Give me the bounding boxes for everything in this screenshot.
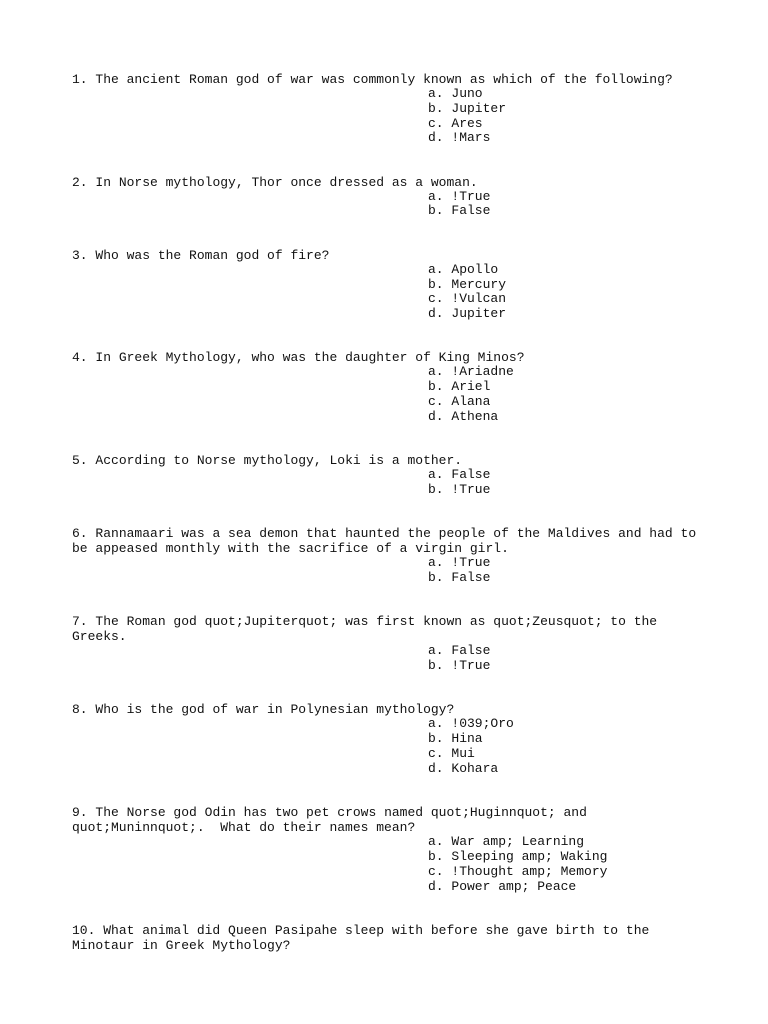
question-3	[72, 248, 712, 322]
question-text	[72, 72, 712, 87]
question-1	[72, 72, 712, 146]
answer-option: b. Jupiter	[428, 100, 507, 116]
question-prompt: Who is the god of war in Polynesian mythology?	[95, 702, 455, 718]
answer-option: b. !True	[428, 481, 491, 497]
question-number: 9.	[72, 805, 88, 821]
question-10	[72, 923, 712, 953]
question-prompt: The Norse god Odin has two pet crows named quot;Huginnquot; and quot;Muninnquot;. What do their names mean?	[72, 805, 595, 836]
answer-option: c. Alana	[428, 394, 491, 410]
answer-option: a. Juno	[428, 86, 483, 101]
answer-options	[72, 556, 712, 586]
answer-option: b. Hina	[428, 731, 483, 747]
question-text	[72, 526, 712, 556]
answer-option: a. War amp; Learning	[428, 834, 585, 850]
answer-option: a. !039;Oro	[428, 716, 514, 732]
question-7	[72, 614, 712, 674]
answer-option: a. !True	[428, 188, 491, 204]
answer-option: b. Mercury	[428, 276, 507, 292]
answer-option: c. Mui	[428, 746, 475, 762]
question-4	[72, 350, 712, 424]
answer-options	[72, 468, 712, 498]
question-prompt: Who was the Roman god of fire?	[95, 247, 330, 263]
question-prompt: What animal did Queen Pasipahe sleep with before she gave birth to the Minotaur in Greek Mythology?	[72, 922, 658, 953]
answer-option: d. !Mars	[428, 130, 491, 146]
answer-options	[72, 87, 712, 146]
answer-option: c. Ares	[428, 115, 483, 131]
question-text	[72, 350, 712, 365]
answer-options	[72, 644, 712, 674]
answer-option: d. Power amp; Peace	[428, 878, 577, 894]
answer-options	[72, 190, 712, 220]
question-number: 3.	[72, 247, 88, 263]
answer-option: b. False	[428, 203, 491, 219]
answer-option: c. !Vulcan	[428, 291, 507, 307]
question-5	[72, 453, 712, 498]
question-text	[72, 175, 712, 190]
answer-option: a. False	[428, 467, 491, 483]
question-prompt: The ancient Roman god of war was commonly known as which of the following?	[95, 72, 673, 87]
question-text	[72, 614, 712, 644]
answer-option: b. Sleeping amp; Waking	[428, 848, 608, 864]
answer-option: d. Kohara	[428, 760, 499, 776]
answer-option: b. False	[428, 570, 491, 586]
question-6	[72, 526, 712, 586]
answer-option: a. Apollo	[428, 261, 499, 277]
question-number: 8.	[72, 702, 88, 718]
question-9	[72, 805, 712, 894]
question-number: 7.	[72, 614, 88, 630]
question-text	[72, 805, 712, 835]
question-prompt: Rannamaari was a sea demon that haunted the people of the Maldives and had to be appeased monthly with the sacrifice of a virgin girl.	[72, 526, 704, 557]
question-prompt: The Roman god quot;Jupiterquot; was first known as quot;Zeusquot; to the Greeks.	[72, 614, 665, 645]
question-8	[72, 702, 712, 776]
answer-option: a. !True	[428, 555, 491, 571]
answer-option: d. Athena	[428, 408, 499, 424]
answer-options	[72, 717, 712, 776]
question-text	[72, 248, 712, 263]
question-number: 6.	[72, 526, 88, 542]
question-number: 10.	[72, 922, 96, 938]
question-prompt: According to Norse mythology, Loki is a mother.	[95, 453, 463, 469]
quiz-document	[72, 72, 712, 981]
question-number: 2.	[72, 174, 88, 190]
question-text	[72, 702, 712, 717]
answer-option: c. !Thought amp; Memory	[428, 863, 608, 879]
answer-option: b. !True	[428, 658, 491, 674]
answer-option: b. Ariel	[428, 379, 491, 395]
question-prompt: In Norse mythology, Thor once dressed as a woman.	[95, 174, 478, 190]
question-prompt: In Greek Mythology, who was the daughter of King Minos?	[95, 350, 525, 366]
answer-option: a. !Ariadne	[428, 364, 514, 380]
question-number: 4.	[72, 350, 88, 366]
question-number: 5.	[72, 453, 88, 469]
answer-option: a. False	[428, 643, 491, 659]
answer-options	[72, 365, 712, 424]
question-2	[72, 175, 712, 220]
question-number: 1.	[72, 72, 88, 87]
question-text	[72, 453, 712, 468]
answer-option: d. Jupiter	[428, 306, 507, 322]
question-text	[72, 923, 712, 953]
answer-options	[72, 835, 712, 894]
answer-options	[72, 263, 712, 322]
